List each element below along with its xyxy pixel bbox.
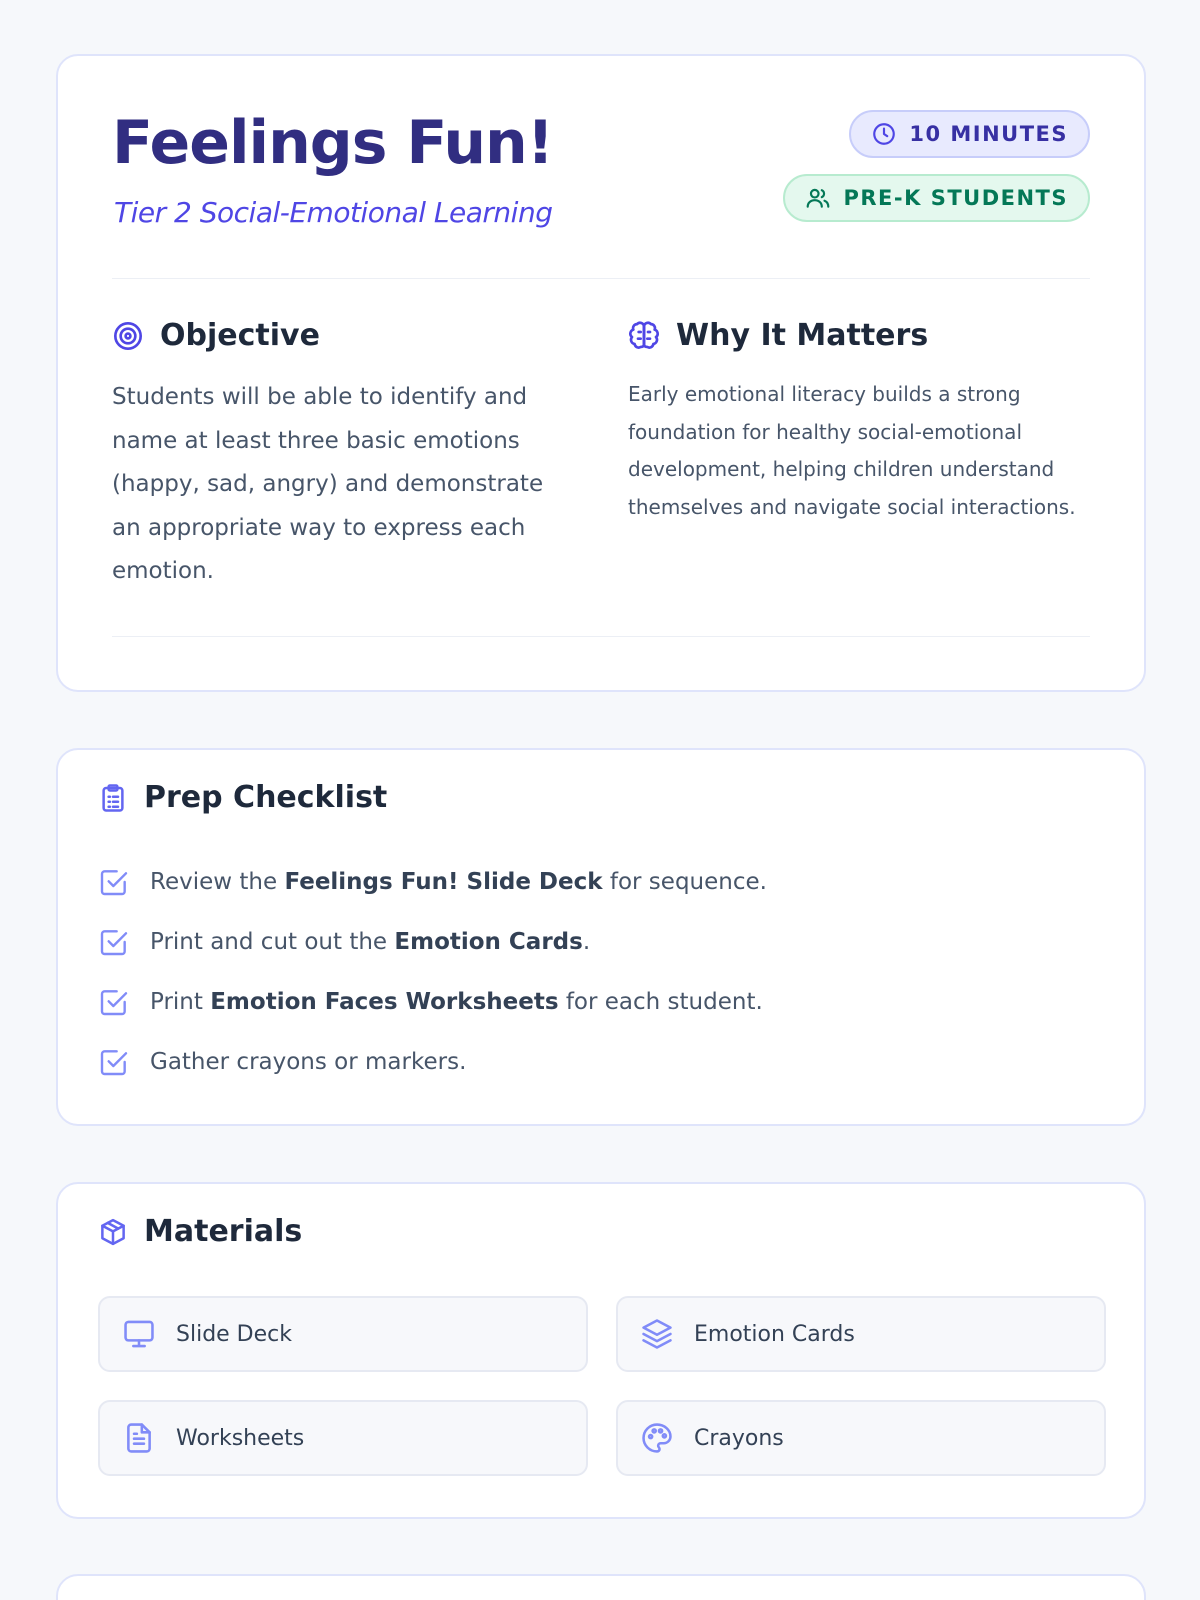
checklist-text: Review the Feelings Fun! Slide Deck for sequence. <box>150 869 767 895</box>
material-emotion-cards[interactable] <box>616 1296 1106 1372</box>
materials-heading-label: Materials <box>144 1214 303 1249</box>
prep-checklist-card <box>56 748 1146 1126</box>
target-icon <box>112 320 144 352</box>
materials-card <box>56 1182 1146 1519</box>
lesson-overview-card <box>56 54 1146 692</box>
clipboard-icon <box>98 782 128 814</box>
material-crayons[interactable] <box>616 1400 1106 1476</box>
lesson-subtitle: Tier 2 Social-Emotional Learning <box>114 196 553 229</box>
checklist-text: Print Emotion Faces Worksheets for each student. <box>150 989 763 1015</box>
divider <box>112 636 1090 637</box>
prep-heading-label: Prep Checklist <box>144 780 388 815</box>
objective-text: Students will be able to identify and name at least three basic emotions (happy, sad, angry) and demonstrate an appropriate way to express each emotion. <box>112 384 544 584</box>
brain-icon <box>628 320 660 352</box>
checkbox-checked-icon[interactable] <box>98 986 130 1018</box>
prep-heading <box>98 780 387 815</box>
next-section-card <box>56 1574 1146 1600</box>
checklist-item[interactable] <box>98 1032 767 1092</box>
why-text: Early emotional literacy builds a strong foundation for healthy social-emotional development, helping children understand themselves and navigate social interactions. <box>628 382 1076 519</box>
layers-icon <box>640 1317 674 1351</box>
lesson-title: Feelings Fun! <box>112 108 554 178</box>
material-slide-deck[interactable] <box>98 1296 588 1372</box>
checkbox-checked-icon[interactable] <box>98 1046 130 1078</box>
why-heading-label: Why It Matters <box>676 318 929 353</box>
why-heading <box>628 318 928 353</box>
material-worksheets[interactable] <box>98 1400 588 1476</box>
palette-icon <box>640 1421 674 1455</box>
objective-heading-label: Objective <box>160 318 320 353</box>
checklist-item[interactable] <box>98 972 767 1032</box>
prep-checklist <box>98 852 767 1092</box>
box-icon <box>98 1216 128 1248</box>
material-label: Slide Deck <box>176 1321 292 1347</box>
clock-icon <box>871 121 897 147</box>
duration-badge <box>849 110 1090 158</box>
audience-label: PRE-K STUDENTS <box>843 186 1068 210</box>
material-label: Worksheets <box>176 1425 305 1451</box>
checklist-item[interactable] <box>98 912 767 972</box>
checkbox-checked-icon[interactable] <box>98 926 130 958</box>
file-text-icon <box>122 1421 156 1455</box>
checklist-item[interactable] <box>98 852 767 912</box>
checklist-text: Print and cut out the Emotion Cards. <box>150 929 591 955</box>
objective-heading <box>112 318 320 353</box>
checkbox-checked-icon[interactable] <box>98 866 130 898</box>
materials-grid <box>98 1296 1106 1476</box>
users-icon <box>805 185 831 211</box>
duration-label: 10 MINUTES <box>909 122 1068 146</box>
material-label: Emotion Cards <box>694 1321 855 1347</box>
materials-heading <box>98 1214 302 1249</box>
checklist-text: Gather crayons or markers. <box>150 1049 467 1075</box>
material-label: Crayons <box>694 1425 784 1451</box>
audience-badge <box>783 174 1090 222</box>
monitor-icon <box>122 1317 156 1351</box>
divider <box>112 278 1090 279</box>
